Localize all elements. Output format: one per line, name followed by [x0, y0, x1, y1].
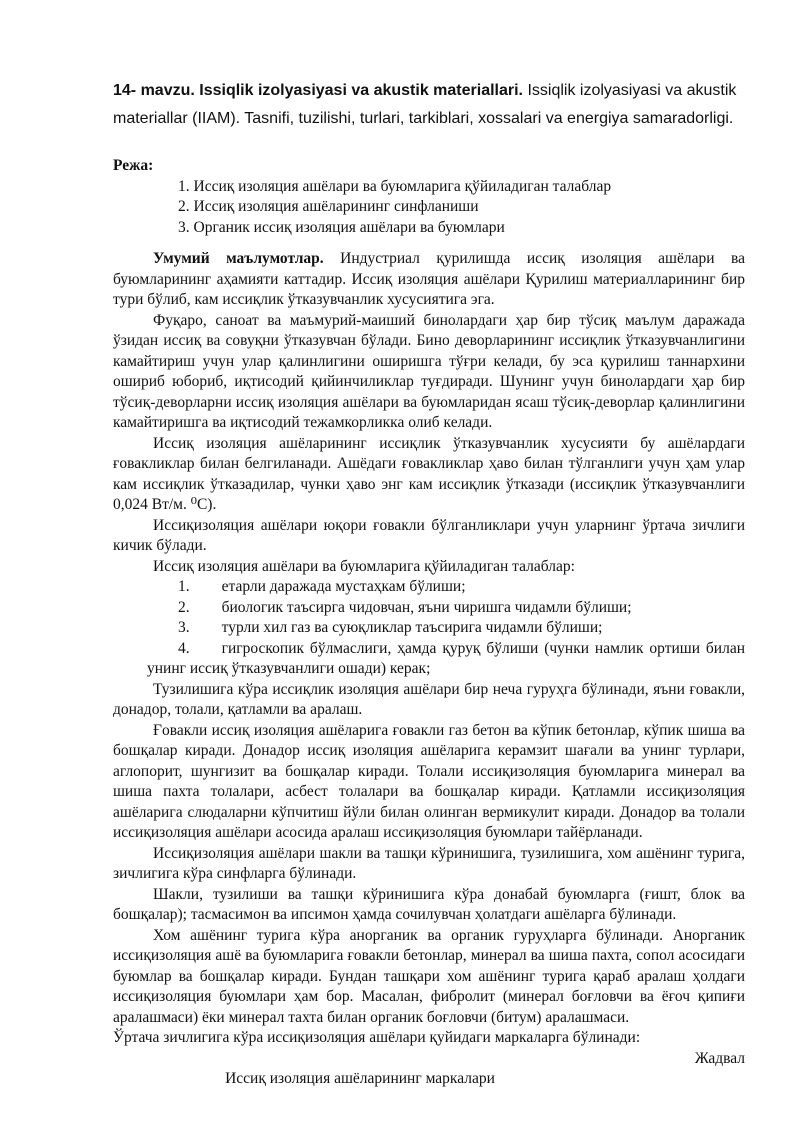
paragraph-tuzilish: Тузилишига кўра иссиқлик изоляция ашёлари бир неча гуруҳга бўлинади, яъни ғовакли, донадор, толали, қатламли ва аралаш. — [113, 680, 745, 718]
requirements-list — [113, 577, 745, 680]
paragraph-shakl-types: Шакли, тузилиши ва ташқи кўринишига кўра донабай буюмларга (ғишт, блок ва бошқалар); тасмасимон ва ипсимон ҳамда сочилувчан ҳолатдаги ашёларга бўлинади. — [113, 885, 745, 923]
requirement-item-4 — [147, 639, 745, 680]
paragraph-fuqaro: Фуқаро, саноат ва маъмурий-маиший бинолардаги ҳар бир тўсиқ маълум даражада ўзидан иссиқ ва совуқни ўтказувчан бўлади. Бино деворларининг иссиқлик ўтказувчанлигини камайтириш учун улар қалинлигини оширишга тўғри келади, бу эса қурилиш таннархини ошириб юбориб, иқтисодий қийинчиликлар туғдиради. Шунинг учун бинолардаги ҳар бир тўсиқ-деворларни иссиқ изоляция ашёлари ва буюмларидан ясаш тўсиқ-деворлар қалинлигини камайтиришга ва иқтисодий тежамкорликка олиб келади. — [113, 311, 745, 431]
requirement-number: 3. — [178, 619, 190, 636]
requirement-text: биологик таъсирга чидовчан, яъни чиришга чидамли бўлиши; — [221, 598, 632, 616]
requirement-number: 4. — [178, 639, 190, 657]
requirement-item-3 — [147, 618, 745, 639]
requirement-item-2 — [147, 598, 745, 619]
paragraph-govakli-groups: Ғовакли иссиқ изоляция ашёларига ғовакли газ бетон ва кўпик бетонлар, кўпик шиша ва бошқалар киради. Донадор иссиқ изоляция ашёларига керамзит шағали ва унинг турлари, аглопорит, шунгизит ва бошқалар киради. Толали иссиқизоляция буюмларига минерал ва шиша пахта толалари, асбест толалари ва бошқалар киради. Қатламли иссиқизоляция ашёларига слюдаларни кўпчитиш йўли билан олинган вермикулит киради. Донадор ва толали иссиқизоляция ашёлари асосида аралаш иссиқизоляция буюмлари тайёрланади. — [113, 721, 745, 841]
requirement-text: етарли даражада мустаҳкам бўлиши; — [221, 578, 466, 595]
paragraph-urtacha-zichlik: Ўртача зичлигига кўра иссиқизоляция ашёлари қуйидаги маркаларга бўлинади: — [113, 1029, 641, 1046]
plan-item-3: 3. Органик иссиқ изоляция ашёлари ва буюмлари — [178, 218, 505, 236]
plan-heading: Режа: — [113, 157, 154, 174]
paragraph-general-info — [113, 249, 745, 311]
general-info-lead: Умумий маълумотлар. — [153, 250, 324, 267]
paragraph-govaklik: Иссиқ изоляция ашёларининг иссиқлик ўтказувчанлик хусусияти бу ашёлардаги ғовакликлар билан белгиланади. Ашёдаги ғовакликлар ҳаво билан тўлганлиги учун ҳам улар кам иссиқлик ўтказадилар, чунки ҳаво энг кам иссиқлик ўтказади (иссиқлик ўтказувчанлиги 0,024 Вт/м. ⁰С). — [113, 434, 745, 513]
requirements-intro: Иссиқ изоляция ашёлари ва буюмларига қўйиладиган талаблар: — [153, 557, 575, 575]
requirement-item-1 — [147, 577, 745, 598]
paragraph-shakl-classes: Иссиқизоляция ашёлари шакли ва ташқи кўринишига, тузилишига, хом ашёнинг турига, зичлигига кўра синфларга бўлинади. — [113, 844, 745, 882]
title-bold-part: 14- mavzu. Issiqlik izolyasiyasi va akustik materiallari. — [113, 82, 523, 99]
document-content — [113, 0, 745, 1090]
plan-list — [113, 177, 745, 239]
requirement-text: гигроскопик бўлмаслиги, ҳамда қуруқ бўлиши (чунки намлик ортиши билан унинг иссиқ ўтказувчанлиги ошади) керак; — [147, 639, 745, 677]
requirement-number: 2. — [178, 598, 190, 616]
page-title — [113, 0, 745, 133]
general-info-text: Индустриал қурилишда иссиқ изоляция ашёлари ва буюмларининг аҳамияти каттадир. Иссиқ изоляция ашёлари Қурилиш материалларининг бир тури бўлиб, кам иссиқлик ўтказувчанлик хусусиятига эга. — [113, 250, 745, 308]
requirement-number: 1. — [178, 578, 190, 595]
paragraph-zichlik: Иссиқизоляция ашёлари юқори ғовакли бўлганликлари учун уларнинг ўртача зичлиги кичик бўлади. — [113, 516, 745, 554]
plan-item-1: 1. Иссиқ изоляция ашёлари ва буюмларига қўйиладиган талаблар — [178, 177, 612, 195]
table-label: Жадвал — [694, 1049, 745, 1067]
title-regular-part: Issiqlik izolyasiyasi va akustik materiallar (IIAM). Tasnifi, tuzilishi, turlari, tarkiblari, xossalari va energiya samaradorligi. — [113, 82, 737, 127]
table-caption: Иссиқ изоляция ашёларининг маркалари — [225, 1070, 495, 1087]
paragraph-xom-ashyo: Хом ашёнинг турига кўра анорганик ва органик гуруҳларга бўлинади. Анорганик иссиқизоляция ашё ва буюмларига ғовакли бетонлар, минерал ва шиша пахта, сопол асосидаги буюмлар ва бошқалар киради. Бундан ташқари хом ашёнинг турига қараб аралаш ҳолдаги иссиқизоляция буюмлари ҳам бор. Масалан, фибролит (минерал боғловчи ва ёғоч қипиғи аралашмаси) ёки минерал тахта билан органик боғловчи (битум) аралашмаси. — [113, 926, 745, 1026]
requirement-text: турли хил газ ва суюқликлар таъсирига чидамли бўлиши; — [221, 619, 603, 636]
plan-item-2: 2. Иссиқ изоляция ашёларининг синфланиши — [178, 198, 479, 215]
